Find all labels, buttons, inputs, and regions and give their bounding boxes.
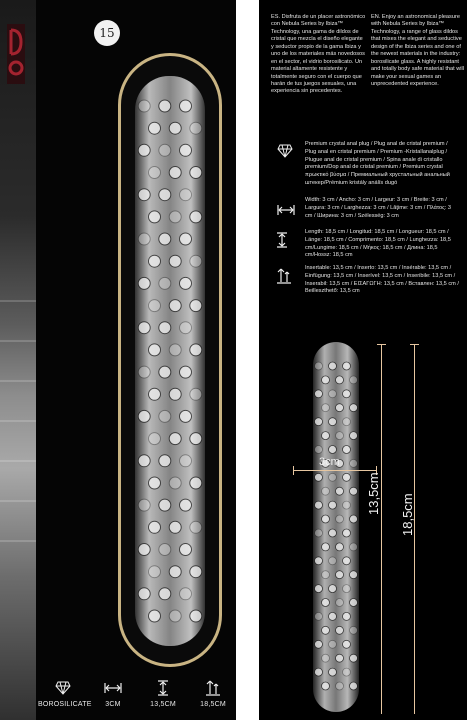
diamond-icon [277,144,295,160]
feature-material [38,680,92,708]
insertable-length-icon [277,232,295,248]
glass-bump [190,477,202,489]
glass-bump [138,499,150,511]
total-length-icon [188,680,238,696]
glass-bump [336,599,344,607]
glass-bump [169,122,181,134]
description-spanish: ES. Disfruta de un placer astronómico con Nebula Series by Ibiza™ Technology, una gama de dildos de cristal que mezcla el diseño elegante y seductor propio de la gama Ibiza y uno de los materiales más novedosos en el sector, el vidrio borosilicato. Un material altamente resistente y totalmente seguro con el cuerpo que harán de tus juegos sexuales, una experiencia sin precedentes. [271,14,366,95]
glass-bump [149,566,161,578]
glass-bump [343,501,351,509]
glass-bump [190,300,202,312]
glass-bump [159,366,171,378]
glass-bump [350,599,358,607]
glass-bump [315,446,323,454]
width-tick-left [293,466,294,475]
glass-bump [343,668,351,676]
glass-bump [149,344,161,356]
glass-bump [169,610,181,622]
glass-bump [343,585,351,593]
glass-bump [180,233,192,245]
glass-bump [169,388,181,400]
glass-bump [315,362,323,370]
glass-bump [350,571,358,579]
glass-bump [149,300,161,312]
glass-bump [315,557,323,565]
product-window [118,53,222,667]
glass-bump [149,433,161,445]
glass-bump [180,544,192,556]
glass-bump [315,529,323,537]
glass-bump [159,277,171,289]
glass-bump [322,626,330,634]
glass-bump [336,543,344,551]
glass-bump [336,571,344,579]
spec-product: Premium crystal anal plug / Plug anal de cristal premium / Plug anal en cristal premium / Premium -Kristallanalplug / Plugue anal de cristal premium / Spina anale di cristallo premium/Dop anal de cristal premium / Premium crystal πρωκτικό βύσμα / Премиальный хрустальный анальный штекер/Prémium kristály análís dugó [305,141,450,187]
glass-bump [149,122,161,134]
description-english: EN. Enjoy an astronomical pleasure with Nebula Series by Ibiza™ Technology, a range of glass dildos that mixes the elegant and seductive design of the Ibiza series and one of the newest materials in the industry: borosilicate glass. A highly resistant and totally body safe material that will make your sexual games an unprecedented experience. [371,14,464,87]
spec-length: Length: 18,5 cm / Longitud: 18,5 cm / Longueur: 18,5 cm / Länge: 18,5 cm / Comprimento: 18,5 cm / Lunghezza: 18,5 cm/Lungime: 18,5 cm / Μήκος: 18,5 cm / Длина: 18,5 cm/Hossz: 18,5 cm [305,229,451,259]
box-side-strip [0,0,36,720]
glass-bump [315,640,323,648]
total-length-dimension-label: 18,5cm [400,493,415,536]
model-number: 15 [99,26,115,40]
glass-bump [190,610,202,622]
glass-bump [190,388,202,400]
glass-bump [343,529,351,537]
glass-bump [322,432,330,440]
glass-bump [329,418,337,426]
glass-bump [159,233,171,245]
model-number-badge [94,20,120,46]
glass-bump [169,300,181,312]
glass-bump [322,376,330,384]
glass-bump [180,410,192,422]
glass-bump [322,654,330,662]
glass-bump [329,473,337,481]
width-dimension-label: 3cm [319,456,340,468]
glass-bump [343,640,351,648]
glass-bump [159,144,171,156]
glass-bump [315,668,323,676]
glass-bump [149,388,161,400]
box-back-panel [259,0,467,720]
glass-bump [138,100,150,112]
glass-bump [180,455,192,467]
glass-bump [149,255,161,267]
feature-width [88,680,138,708]
glass-bump [138,366,150,378]
product-diagram-image [301,336,371,716]
glass-bump [350,654,358,662]
glass-bump [343,390,351,398]
glass-bump [180,366,192,378]
glass-bump [336,376,344,384]
brand-logo [7,24,25,84]
width-icon [277,202,295,218]
glass-bump [329,640,337,648]
glass-bump [350,515,358,523]
glass-bump [322,404,330,412]
feature-label: 18,5CM [200,701,226,708]
glass-bump [350,459,358,467]
glass-bump [315,585,323,593]
glass-bump [350,376,358,384]
glass-bump [169,255,181,267]
feature-label: BOROSILICATE [38,701,92,708]
glass-bump [350,404,358,412]
glass-bump [138,588,150,600]
glass-bump [329,668,337,676]
glass-bump [350,432,358,440]
glass-bump [336,654,344,662]
glass-bump [336,404,344,412]
glass-bump [180,322,192,334]
glass-bump [169,477,181,489]
glass-bump [329,390,337,398]
glass-bump [169,566,181,578]
glass-bump [315,473,323,481]
feature-length [188,680,238,708]
glass-bump [138,410,150,422]
diamond-icon [38,680,88,696]
glass-bump [159,499,171,511]
glass-bump [350,626,358,634]
glass-bump [149,211,161,223]
glass-bump [190,255,202,267]
glass-bump [315,390,323,398]
total-length-icon [277,268,295,284]
length-tick-top [410,344,419,345]
glass-bump [190,344,202,356]
feature-icons-row [36,676,236,720]
glass-dildo-image [121,56,219,664]
glass-bump [350,487,358,495]
glass-bump [169,167,181,179]
feature-label: 3CM [105,701,121,708]
glass-bump [190,521,202,533]
glass-bump [336,682,344,690]
glass-bump [315,418,323,426]
glass-bump [343,473,351,481]
feature-label: 13,5CM [150,701,176,708]
glass-bump [315,501,323,509]
glass-bump [329,557,337,565]
glass-bump [336,626,344,634]
glass-bump [329,362,337,370]
glass-bump [322,599,330,607]
glass-bump [329,612,337,620]
glass-bump [169,521,181,533]
glass-bump [350,543,358,551]
glass-bump [180,588,192,600]
glass-bump [149,610,161,622]
feature-insertable [138,680,188,708]
width-icon [88,680,138,696]
glass-bump [138,544,150,556]
glass-bump [190,211,202,223]
glass-bump [343,446,351,454]
glass-bump [343,362,351,370]
glass-bump [322,543,330,551]
insertable-dimension-label: 13,5cm [366,472,381,515]
glass-bump [159,455,171,467]
insertable-length-icon [138,680,188,696]
glass-bump [190,122,202,134]
glass-bump [169,433,181,445]
glass-bump [159,588,171,600]
glass-bump [180,100,192,112]
glass-bump [138,144,150,156]
glass-bump [322,571,330,579]
box-front-panel [36,0,236,720]
glass-bump [329,585,337,593]
glass-bump [350,682,358,690]
glass-bump [329,501,337,509]
glass-bump [138,322,150,334]
insertable-dimension-line [381,344,382,714]
glass-bump [138,233,150,245]
glass-bump [180,189,192,201]
glass-bump [329,446,337,454]
glass-bump [180,277,192,289]
glass-bump [336,432,344,440]
glass-bump [190,167,202,179]
glass-bump [336,487,344,495]
glass-bump [149,477,161,489]
glass-bump [343,418,351,426]
glass-bump [343,557,351,565]
glass-bump [149,167,161,179]
glass-bump [159,544,171,556]
glass-bump [149,521,161,533]
glass-bump [138,455,150,467]
width-dimension-line [293,470,377,471]
glass-bump [322,682,330,690]
glass-bump [159,322,171,334]
glass-bump [322,487,330,495]
glass-bump [329,529,337,537]
insertable-tick-top [377,344,386,345]
glass-bump [159,189,171,201]
glass-bump [343,612,351,620]
glass-bump [169,211,181,223]
glass-bump [180,144,192,156]
glass-bump [336,515,344,523]
spec-insertable: Insertable: 13,5 cm / Inserto: 13,5 cm / Insérable: 13,5 cm / Einfügung: 13,5 cm / Inserível: 13,5 cm / Inseribile: 13,5 cm / Inserabil: 13,5 cm / ΕΙΣΑΓΩΓΗ: 13,5 cm / Вставлен: 13,5 cm / Beilleszthető: 13,5 cm [305,265,459,295]
spec-width: Width: 3 cm / Ancho: 3 cm / Largeur: 3 cm / Breite: 3 cm / Largura: 3 cm / Larghezza: 3 cm / Lăţime: 3 cm / Πλάτος: 3 cm / Ширина: 3 cm / Szélesség: 3 cm [305,197,452,219]
glass-bump [190,433,202,445]
glass-bump [159,100,171,112]
glass-bump [159,410,171,422]
glass-bump [138,277,150,289]
glass-bump [180,499,192,511]
glass-bump [169,344,181,356]
glass-bump [322,515,330,523]
glass-bump [138,189,150,201]
glass-bump [315,612,323,620]
glass-bump [190,566,202,578]
